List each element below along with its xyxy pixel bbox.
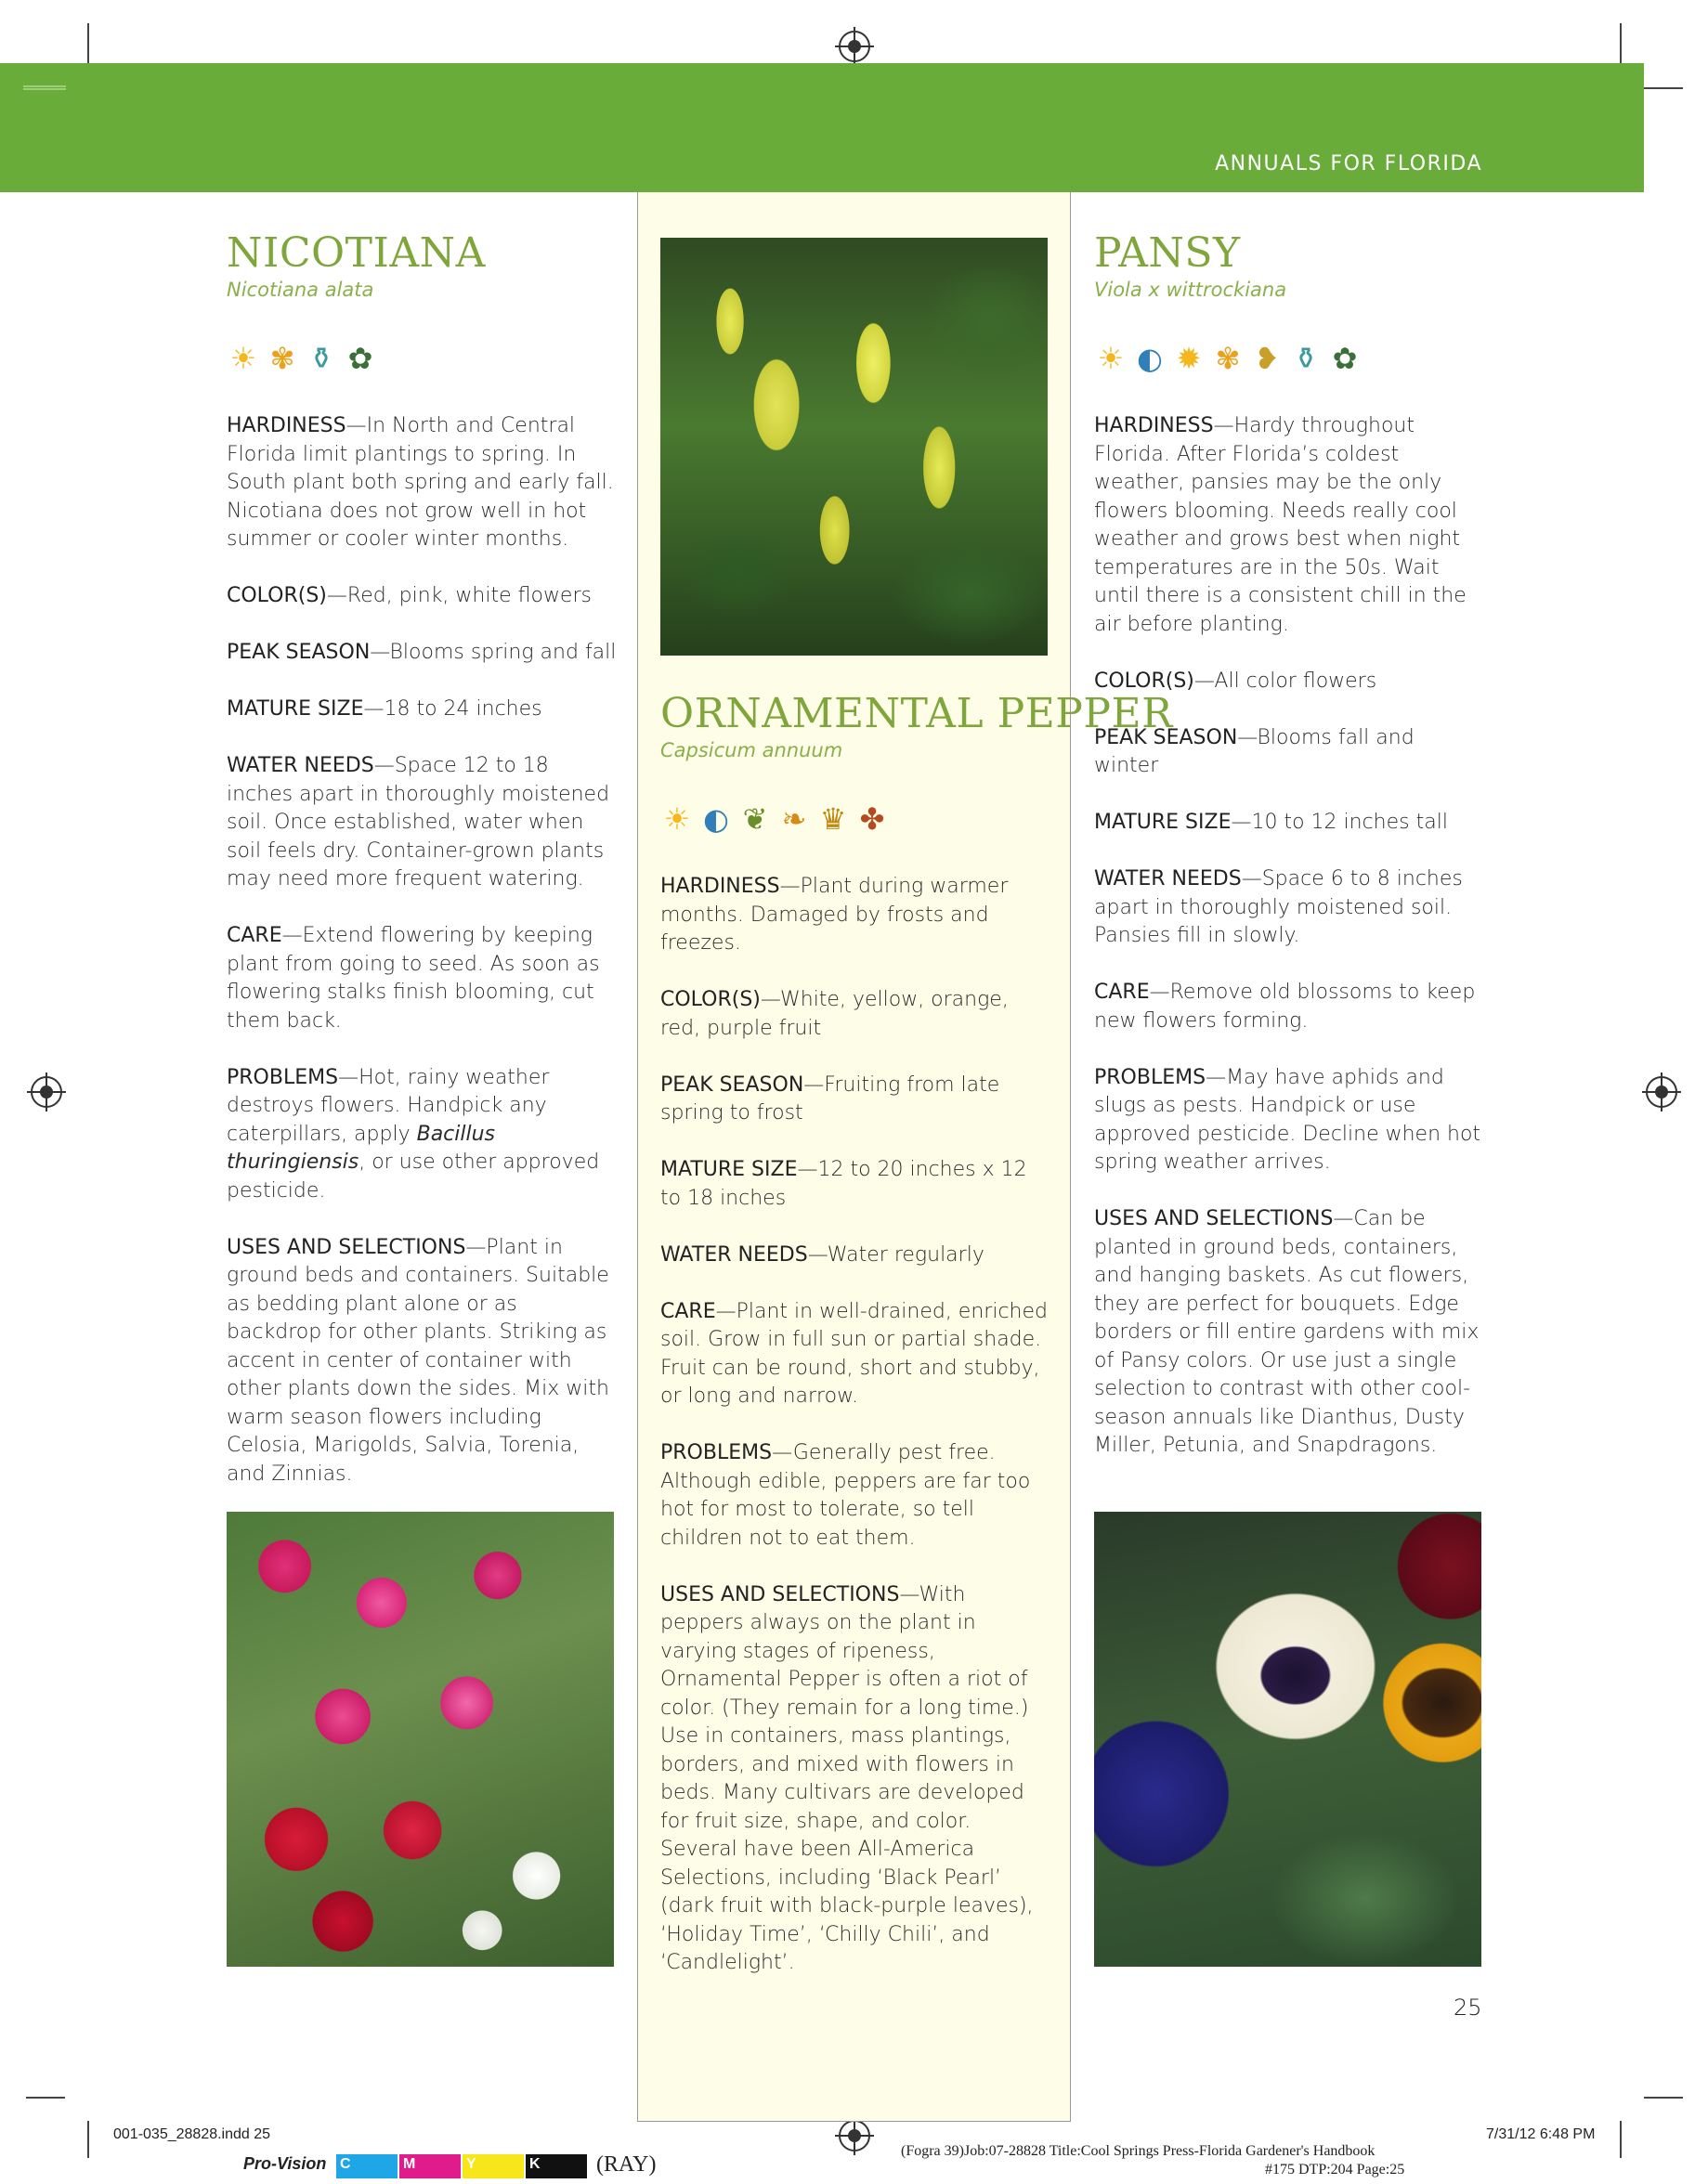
nicotiana-column — [227, 230, 617, 1517]
mature-size-entry — [660, 1156, 1050, 1213]
crop-mark — [1644, 2097, 1683, 2099]
entry-text: —Extend flowering by keeping plant from going to seed. As soon as flowering stalks finish blooming, cut them back. — [227, 924, 600, 1033]
hardiness-entry — [227, 412, 617, 554]
hummingbird-icon: ❥ — [1254, 341, 1280, 376]
entry-label: WATER NEEDS — [227, 754, 374, 777]
slug-job-line: #175 DTP:204 Page:25 — [1265, 2162, 1405, 2178]
drought-tolerant-icon: ⚱ — [1293, 341, 1319, 376]
entry-label: CARE — [1094, 981, 1150, 1004]
entry-text: —All color flowers — [1193, 669, 1377, 693]
entry-text: —Remove old blossoms to keep new flowers forming. — [1094, 981, 1476, 1033]
entry-text: —Fruiting from late spring to frost — [660, 1072, 1000, 1124]
entry-text: , or use other approved pesticide. — [227, 1150, 600, 1202]
entry-label: PEAK SEASON — [1094, 725, 1238, 749]
swatch-black: K — [526, 2154, 587, 2178]
pansy-photo — [1094, 1512, 1481, 1967]
uses-entry — [660, 1581, 1050, 1978]
swatch-cyan: C — [336, 2154, 398, 2178]
nicotiana-photo — [227, 1512, 614, 1967]
entry-label: MATURE SIZE — [227, 697, 364, 721]
colors-entry — [227, 582, 617, 611]
plant-scientific-name: Nicotiana alata — [227, 279, 374, 301]
cut-flower-icon: ✿ — [347, 341, 373, 376]
care-entry — [227, 922, 617, 1035]
registration-mark-icon — [31, 1076, 62, 1108]
entry-text: —White, yellow, orange, red, purple fruit — [660, 988, 1009, 1040]
entry-label: PROBLEMS — [660, 1441, 773, 1464]
crop-mark — [1644, 87, 1683, 89]
sun-icon: ☀ — [1097, 341, 1125, 376]
swatch-magenta: M — [399, 2154, 461, 2178]
ornamental-pepper-column — [660, 690, 1173, 2006]
part-shade-icon: ✹ — [1176, 341, 1202, 376]
mature-size-entry — [1094, 809, 1484, 838]
entry-label: PEAK SEASON — [660, 1072, 804, 1097]
crop-mark — [26, 2097, 65, 2099]
entry-text: —With peppers always on the plant in varying stages of ripeness, Ornamental Pepper is often a riot of color. (They remain for a long time.) Use in containers, mass plantings, borders, and mixed with flowers in beds. Many cultivars are developed for fruit size, shape, and color. Several have been All-America Selections, including ‘Black Pearl’ (dark fruit with black-purple leaves), ‘Holiday Time’, ‘Chilly Chili’, and ‘Candlelight’. — [660, 1582, 1034, 1974]
drought-tolerant-icon: ⚱ — [308, 341, 334, 376]
plant-icons — [660, 799, 1050, 839]
entry-label: WATER NEEDS — [660, 1242, 808, 1267]
entry-text: —Blooms spring and fall — [370, 641, 617, 664]
plant-icons — [1094, 338, 1484, 379]
entry-text: —18 to 24 inches — [363, 697, 542, 721]
uses-entry — [227, 1234, 617, 1489]
page-number: 25 — [1454, 1995, 1482, 2021]
entry-label: CARE — [660, 1299, 716, 1323]
entry-label: PEAK SEASON — [227, 641, 371, 664]
entry-text: —Plant in ground beds and containers. Suitable as bedding plant alone or as backdrop for other plants. Striking as accent in center of container with other plants down the sides. Mix with warm season flowers including Celosia, Marigolds, Salvia, Torenia, and Zinnias. — [227, 1235, 609, 1486]
entry-text: —10 to 12 inches tall — [1231, 811, 1448, 834]
entry-text: —Water regularly — [807, 1242, 984, 1267]
entry-label: PROBLEMS — [227, 1065, 339, 1089]
entry-label: HARDINESS — [660, 875, 780, 898]
ornamental-pepper-photo — [660, 238, 1048, 656]
part-sun-icon: ◐ — [703, 801, 729, 837]
trophy-icon: ♛ — [819, 801, 847, 837]
mature-size-entry — [227, 696, 617, 724]
header-tick — [23, 85, 66, 90]
crop-mark — [87, 2121, 89, 2158]
sun-icon: ☀ — [663, 801, 691, 837]
entry-text: —May have aphids and slugs as pests. Handpick or use approved pesticide. Decline when hot spring weather arrives. — [1094, 1065, 1481, 1174]
pansy-column — [1094, 230, 1484, 1488]
provision-logo: Pro-Vision — [243, 2154, 327, 2173]
entry-text: —Hot, rainy weather destroys flowers. Handpick any caterpillars, apply — [227, 1065, 550, 1146]
sun-icon: ☀ — [229, 341, 257, 376]
entry-label: COLOR(S) — [1094, 669, 1194, 693]
colors-entry — [660, 986, 1050, 1043]
plant-title: PANSY — [1094, 229, 1241, 277]
slug-datetime: 7/31/12 6:48 PM — [1486, 2126, 1596, 2142]
entry-label: WATER NEEDS — [1094, 867, 1242, 890]
cut-flower-icon: ✿ — [1332, 341, 1358, 376]
peak-season-entry — [227, 639, 617, 668]
entry-label: COLOR(S) — [227, 584, 327, 607]
peak-season-entry — [1094, 724, 1484, 781]
entry-text-italic: Bacillus thuringiensis — [227, 1122, 496, 1174]
entry-label: MATURE SIZE — [1094, 811, 1232, 834]
entry-text: —Space 6 to 8 inches apart in thoroughly moistened soil. Pansies fill in slowly. — [1094, 867, 1463, 947]
registration-mark-icon — [1646, 1076, 1677, 1108]
uses-entry — [1094, 1205, 1484, 1461]
part-sun-icon: ◐ — [1137, 341, 1163, 376]
entry-label: USES AND SELECTIONS — [1094, 1207, 1334, 1230]
slug-job-line: (Fogra 39)Job:07-28828 Title:Cool Springs Press-Florida Gardener's Handbook — [901, 2143, 1376, 2159]
problems-entry — [227, 1064, 617, 1206]
entry-label: MATURE SIZE — [660, 1158, 798, 1181]
entry-label: CARE — [227, 924, 282, 947]
slug-file: 001-035_28828.indd 25 — [113, 2126, 271, 2142]
slug-ray: (RAY) — [596, 2152, 657, 2177]
entry-text: —Space 12 to 18 inches apart in thoroughly moistened soil. Once established, water when soil feels dry. Container-grown plants may need more frequent watering. — [227, 754, 610, 890]
entry-label: USES AND SELECTIONS — [227, 1235, 466, 1259]
entry-text: —12 to 20 inches x 12 to 18 inches — [660, 1158, 1027, 1210]
water-needs-entry — [660, 1242, 1050, 1270]
crop-mark — [87, 23, 89, 64]
entry-text: —Plant during warmer months. Damaged by frosts and freezes. — [660, 875, 1009, 955]
entry-text: —Blooms fall and winter — [1094, 725, 1415, 777]
water-needs-entry — [1094, 865, 1484, 951]
butterfly-icon: ✾ — [1215, 341, 1241, 376]
container-icon: ✤ — [859, 801, 885, 837]
entry-text: —Red, pink, white flowers — [326, 584, 592, 607]
hardiness-entry — [1094, 412, 1484, 639]
plant-scientific-name: Capsicum annuum — [660, 739, 843, 761]
butterfly-icon: ✾ — [269, 341, 295, 376]
entry-text: —In North and Central Florida limit plantings to spring. In South plant both spring and early fall. Nicotiana does not grow well in hot summer or cooler winter months. — [227, 414, 614, 551]
plant-title: ORNAMENTAL PEPPER — [660, 690, 1173, 737]
plant-scientific-name: Viola x wittrockiana — [1094, 279, 1287, 301]
water-needs-entry — [227, 752, 617, 894]
entry-label: HARDINESS — [227, 414, 346, 437]
swatch-yellow: Y — [463, 2154, 524, 2178]
colors-entry — [1094, 668, 1484, 696]
section-title: ANNUALS FOR FLORIDA — [1215, 152, 1482, 176]
entry-text: —Plant in well-drained, enriched soil. Grow in full sun or partial shade. Fruit can be round, short and stubby, or long and narrow. — [660, 1299, 1048, 1408]
leaf-icon: ❧ — [781, 801, 807, 837]
crop-mark — [1620, 23, 1622, 64]
registration-mark-icon — [839, 31, 870, 62]
section-header — [0, 63, 1644, 192]
entry-label: COLOR(S) — [660, 988, 761, 1011]
problems-entry — [660, 1439, 1050, 1553]
entry-label: HARDINESS — [1094, 414, 1214, 437]
entry-text: —Can be planted in ground beds, containers, and hanging baskets. As cut flowers, they are perfect for bouquets. Edge borders or fill entire gardens with mix of Pansy colors. Or use just a single selection to contrast with other cool-season annuals like Dianthus, Dusty Miller, Petunia, and Snapdragons. — [1094, 1207, 1480, 1457]
entry-label: PROBLEMS — [1094, 1065, 1206, 1089]
crop-mark — [1620, 2121, 1622, 2158]
care-entry — [660, 1298, 1050, 1411]
plant-icons — [227, 338, 617, 379]
care-entry — [1094, 979, 1484, 1035]
entry-label: USES AND SELECTIONS — [660, 1582, 900, 1606]
hardiness-entry — [660, 873, 1050, 958]
peak-season-entry — [660, 1072, 1050, 1128]
plant-title: NICOTIANA — [227, 229, 486, 277]
problems-entry — [1094, 1064, 1484, 1177]
registration-mark-icon — [839, 2120, 870, 2152]
fruit-icon: ❦ — [742, 801, 768, 837]
entry-text: —Hardy throughout Florida. After Florida’s coldest weather, pansies may be the only flowers blooming. Needs really cool weather and grows best when night temperatures are in the 50s. Wait until there is a consistent chill in the air before planting. — [1094, 414, 1467, 636]
entry-text: —Generally pest free. Although edible, peppers are far too hot for most to tolerate, so tell children not to eat them. — [660, 1441, 1031, 1550]
